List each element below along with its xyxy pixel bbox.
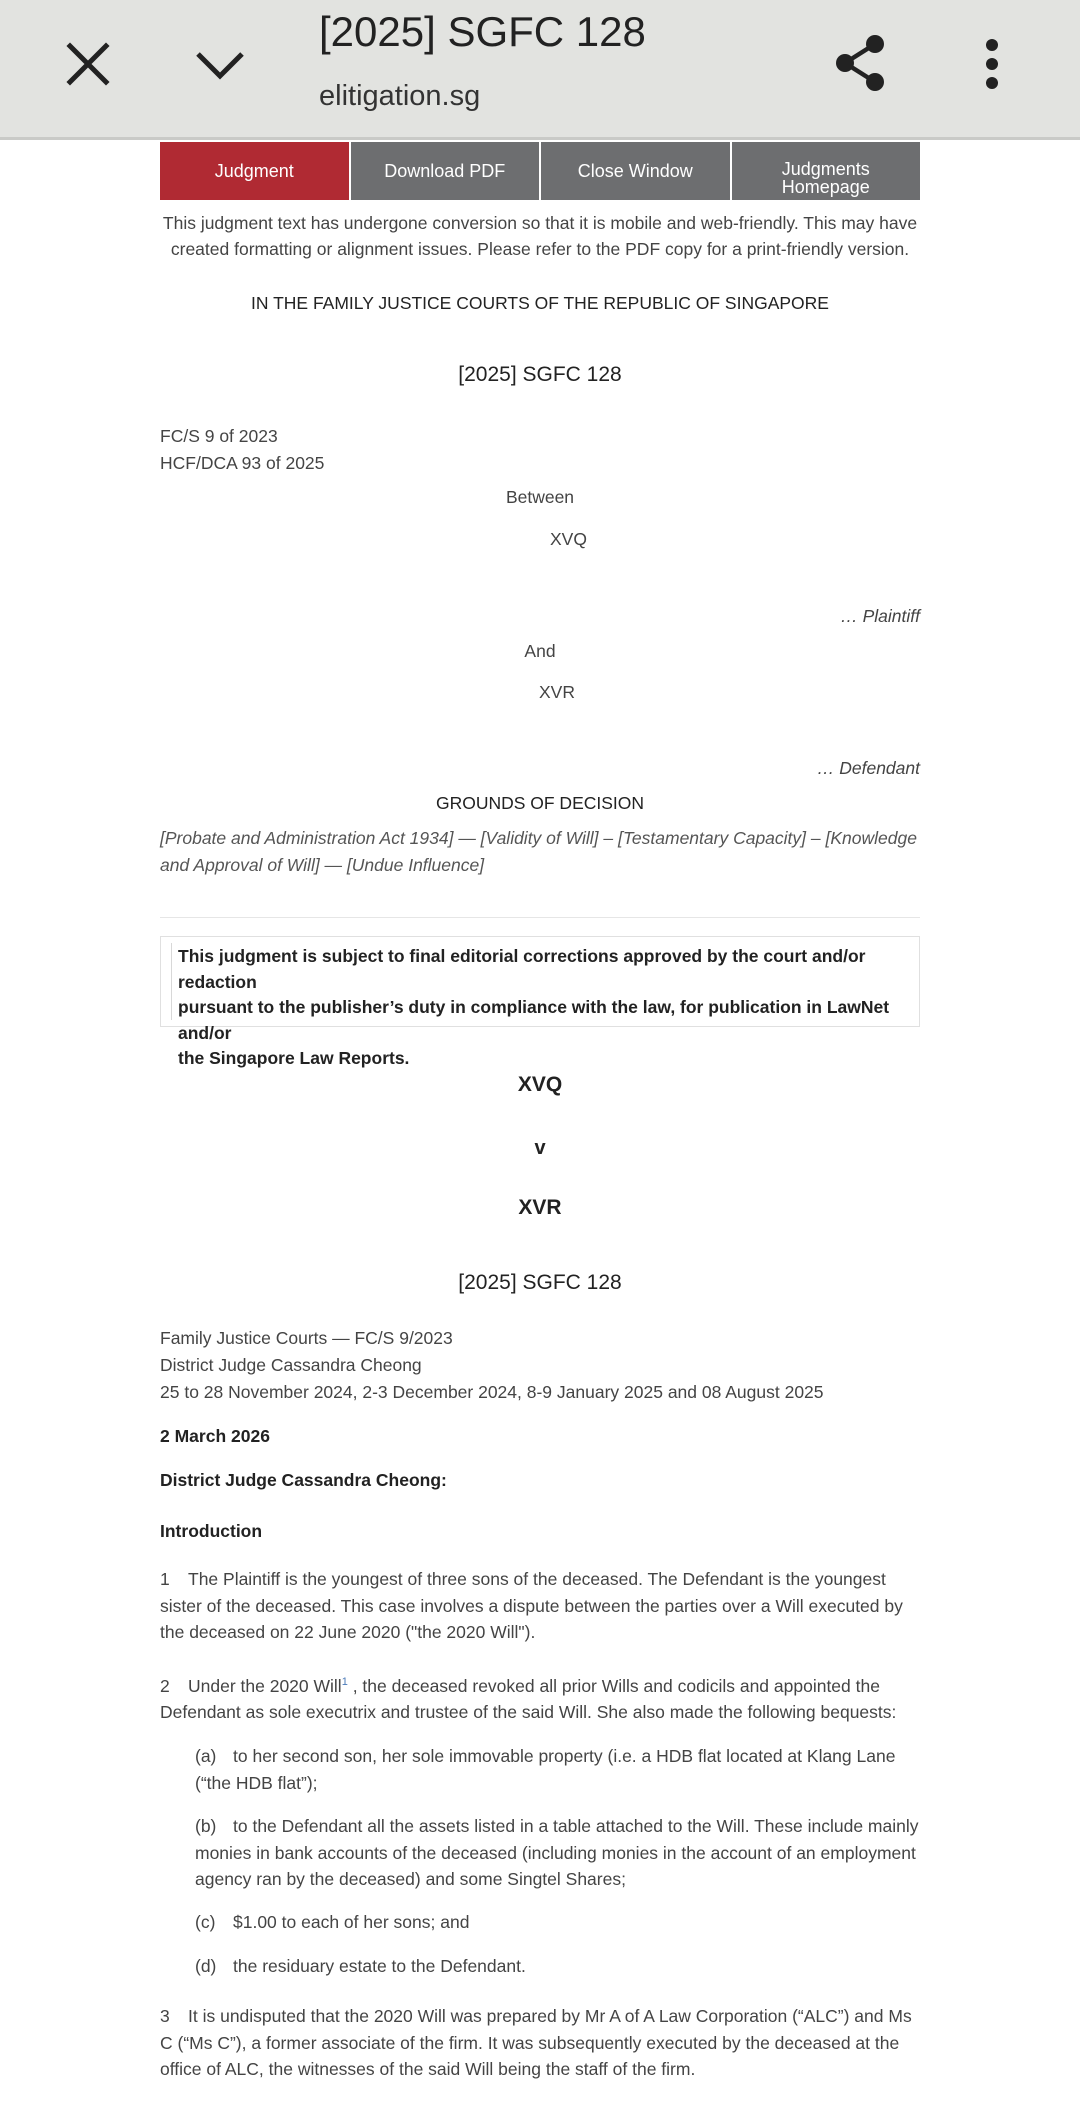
grounds-heading: GROUNDS OF DECISION [435,793,645,813]
case-number-2: HCF/DCA 93 of 2025 [160,453,325,473]
b-line1: to the Defendant all the assets listed in a table attached to the Will. These include mainly [233,1816,919,1836]
notice-line1: This judgment is subject to final editorial corrections approved by the court and/or redaction [178,946,866,992]
paragraph-number: 2 [160,1675,170,1696]
bequest-label: (a) [195,1746,217,1766]
c-text: $1.00 to each of her sons; and [233,1912,470,1932]
notice-bar [171,943,172,1020]
paragraph-2 [160,1669,920,1726]
defendant-name: XVR [539,682,575,702]
p3-line2: C (“Ms C”), a former associate of the firm. It was subsequently executed by the deceased at the [160,2032,900,2053]
a-line1: to her second son, her sole immovable property (i.e. a HDB flat located at Klang Lane [233,1746,896,1766]
bequest-d [195,1953,920,1980]
bequest-label: (c) [195,1912,216,1932]
p1-line3: the deceased on 22 June 2020 ("the 2020 Will"). [160,1622,536,1642]
p3-line3: office of ALC, the witnesses of the said Will being the staff of the firm. [160,2059,696,2079]
court-case: Family Justice Courts — FC/S 9/2023 [160,1328,453,1348]
a-line2: (“the HDB flat”); [195,1772,318,1793]
conversion-note-line2: created formatting or alignment issues. Please refer to the PDF copy for a print-friendly version. [170,239,910,259]
bequest-label: (d) [195,1956,217,1976]
notice-line3: the Singapore Law Reports. [178,1048,410,1068]
judgments-homepage-button[interactable] [732,142,921,200]
download-pdf-button[interactable]: Download PDF [351,142,542,200]
versus: v [534,1137,546,1159]
between-label: Between [505,487,575,507]
introduction-heading: Introduction [160,1521,263,1541]
chevron-down-icon[interactable] [190,36,250,92]
bequest-label: (b) [195,1816,217,1836]
judgment-nav [160,142,920,200]
case-number-1: FC/S 9 of 2023 [160,426,278,446]
notice-line2: pursuant to the publisher’s duty in compliance with the law, for publication in LawNet and/or [178,997,890,1043]
page-title: [2025] SGFC 128 [319,8,646,55]
catchwords-line2: and Approval of Will] — [Undue Influence] [160,855,485,875]
court-name: IN THE FAMILY JUSTICE COURTS OF THE REPUBLIC OF SINGAPORE [251,293,829,313]
bequest-c [195,1909,920,1936]
party-1: XVQ [517,1073,563,1096]
paragraph-3 [160,2003,920,2083]
b-line3: agency ran by the deceased) and some Singtel Shares; [195,1869,626,1889]
decision-date: 2 March 2026 [160,1426,270,1446]
p2-line1b: , the deceased revoked all prior Wills and codicils and appointed the [352,1675,880,1696]
p3-line1: It is undisputed that the 2020 Will was prepared by Mr A of A Law Corporation (“ALC”) and Ms [188,2006,912,2026]
homepage-label-line1: Judgments [781,159,870,179]
hearing-dates: 25 to 28 November 2024, 2-3 December 2024, 8-9 January 2025 and 08 August 2025 [160,1382,824,1402]
editorial-notice [160,936,920,1068]
plaintiff-name: XVQ [550,529,587,549]
browser-toolbar [0,0,1080,140]
p2-line2: Defendant as sole executrix and trustee of the said Will. She also made the following bequests: [160,1702,897,1723]
paragraph-number: 3 [160,2006,170,2026]
share-icon[interactable] [830,32,890,94]
p1-line2: sister of the deceased. This case involves a dispute between the parties over a Will executed by [160,1595,903,1616]
close-icon[interactable] [60,36,116,92]
more-vertical-icon[interactable] [972,36,1012,92]
citation-heading-2: [2025] SGFC 128 [458,1271,622,1294]
conversion-note-line1: This judgment text has undergone conversion so that it is mobile and web-friendly. This may have [162,213,918,233]
b-line2: monies in bank accounts of the deceased (including monies in the account of an employment [195,1842,916,1863]
bequest-a [195,1743,920,1796]
plaintiff-role: … Plaintiff [840,606,920,626]
bequest-b [195,1813,920,1893]
judgment-button[interactable]: Judgment [160,142,351,200]
divider [160,917,920,918]
citation-heading: [2025] SGFC 128 [458,363,622,386]
catchwords-line1: [Probate and Administration Act 1934] — [Validity of Will] – [Testamentary Capacity] – [Knowledge [160,828,917,848]
paragraph-1 [160,1566,920,1646]
and-label: And [524,641,556,661]
footnote-link[interactable]: 1 [341,1676,348,1688]
p1-line1: The Plaintiff is the youngest of three sons of the deceased. The Defendant is the youngest [188,1569,886,1589]
defendant-role: … Defendant [816,758,920,778]
close-window-button[interactable]: Close Window [541,142,732,200]
page-url[interactable]: elitigation.sg [319,80,481,112]
homepage-label-line2: Homepage [781,177,870,197]
judge-name: District Judge Cassandra Cheong [160,1355,422,1375]
judge-heading: District Judge Cassandra Cheong: [160,1470,447,1490]
paragraph-number: 1 [160,1569,170,1589]
party-2: XVR [518,1196,562,1219]
d-text: the residuary estate to the Defendant. [233,1956,526,1976]
p2-line1a: Under the 2020 Will [188,1675,342,1696]
notice-text [178,944,908,1072]
